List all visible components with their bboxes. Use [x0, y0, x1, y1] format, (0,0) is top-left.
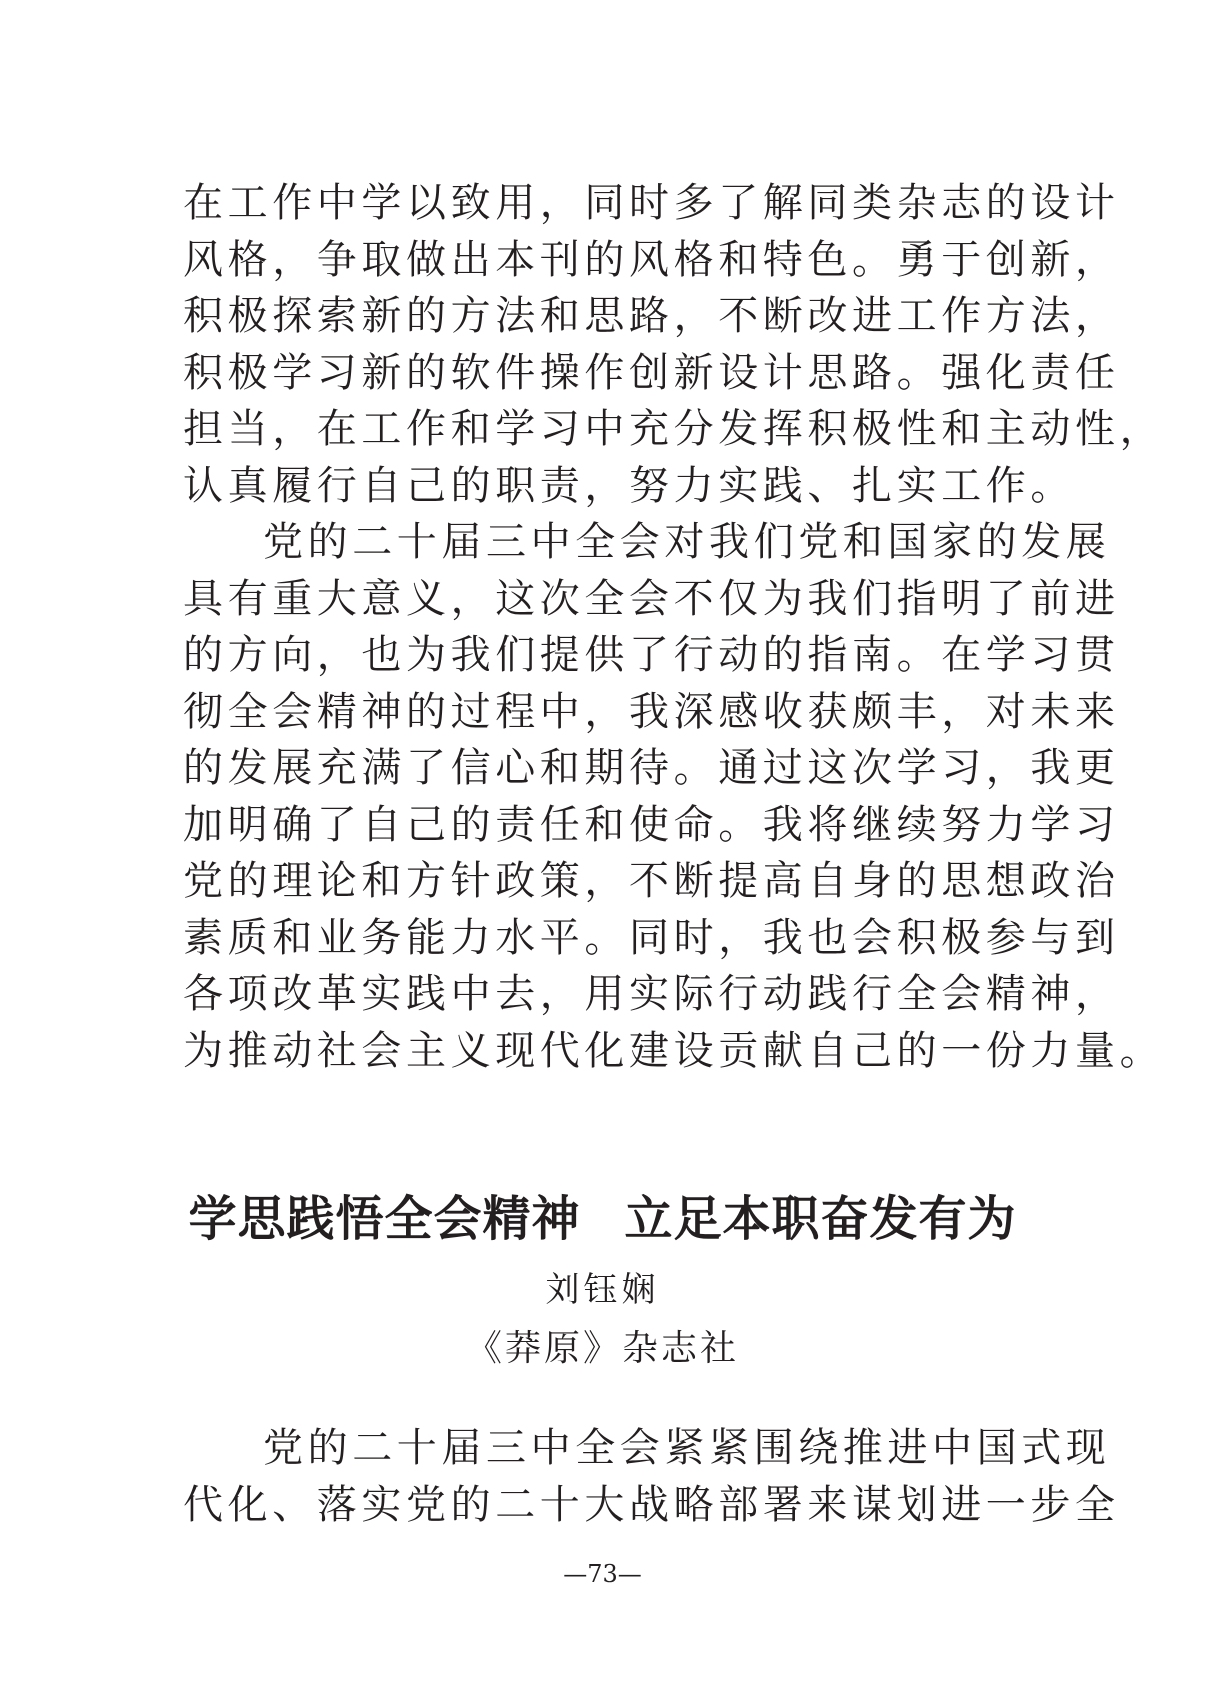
text-line: 的发展充满了信心和期待。通过这次学习，我更	[183, 745, 1120, 791]
text-line: 风格，争取做出本刊的风格和特色。勇于创新，	[183, 236, 1120, 283]
text-line: 担当，在工作和学习中充分发挥积极性和主动性，	[183, 406, 1165, 452]
author-affiliation: 《莽原》杂志社	[465, 1328, 739, 1369]
text-line: 党的理论和方针政策，不断提高自身的思想政治	[183, 858, 1120, 904]
paragraph-continued	[183, 175, 1165, 514]
previous-article-body	[183, 175, 1165, 1079]
text-line: 党的二十届三中全会对我们党和国家的发展	[263, 519, 1111, 565]
text-line: 党的二十届三中全会紧紧围绕推进中国式现	[263, 1425, 1111, 1471]
text-line: 的方向，也为我们提供了行动的指南。在学习贯	[183, 632, 1120, 678]
page-number: —73—	[563, 1560, 642, 1588]
text-line: 各项改革实践中去，用实际行动践行全会精神，	[183, 971, 1120, 1017]
text-line: 代化、落实党的二十大战略部署来谋划进一步全	[183, 1481, 1120, 1528]
text-line: 加明确了自己的责任和使命。我将继续努力学习	[183, 801, 1120, 848]
text-line: 积极学习新的软件操作创新设计思路。强化责任	[183, 349, 1120, 396]
article-title	[0, 1180, 1205, 1249]
text-line: 具有重大意义，这次全会不仅为我们指明了前进	[183, 575, 1120, 622]
text-line: 为推动社会主义现代化建设贡献自己的一份力量。	[183, 1027, 1165, 1074]
author-name: 刘钰娴	[545, 1270, 660, 1310]
text-line: 认真履行自己的职责，努力实践、扎实工作。	[183, 462, 1075, 509]
paragraph-conclusion	[183, 514, 1165, 1079]
article-title-part-1: 学思践悟全会精神	[188, 1191, 581, 1247]
paragraph-opening	[183, 1420, 1120, 1533]
text-line: 彻全会精神的过程中，我深感收获颇丰，对未来	[183, 688, 1120, 735]
text-line: 在工作中学以致用，同时多了解同类杂志的设计	[183, 180, 1120, 226]
text-line: 素质和业务能力水平。同时，我也会积极参与到	[183, 914, 1120, 961]
article-title-part-2: 立足本职奋发有为	[624, 1191, 1017, 1247]
new-article-body	[183, 1420, 1120, 1533]
text-line: 积极探索新的方法和思路，不断改进工作方法，	[183, 293, 1120, 339]
